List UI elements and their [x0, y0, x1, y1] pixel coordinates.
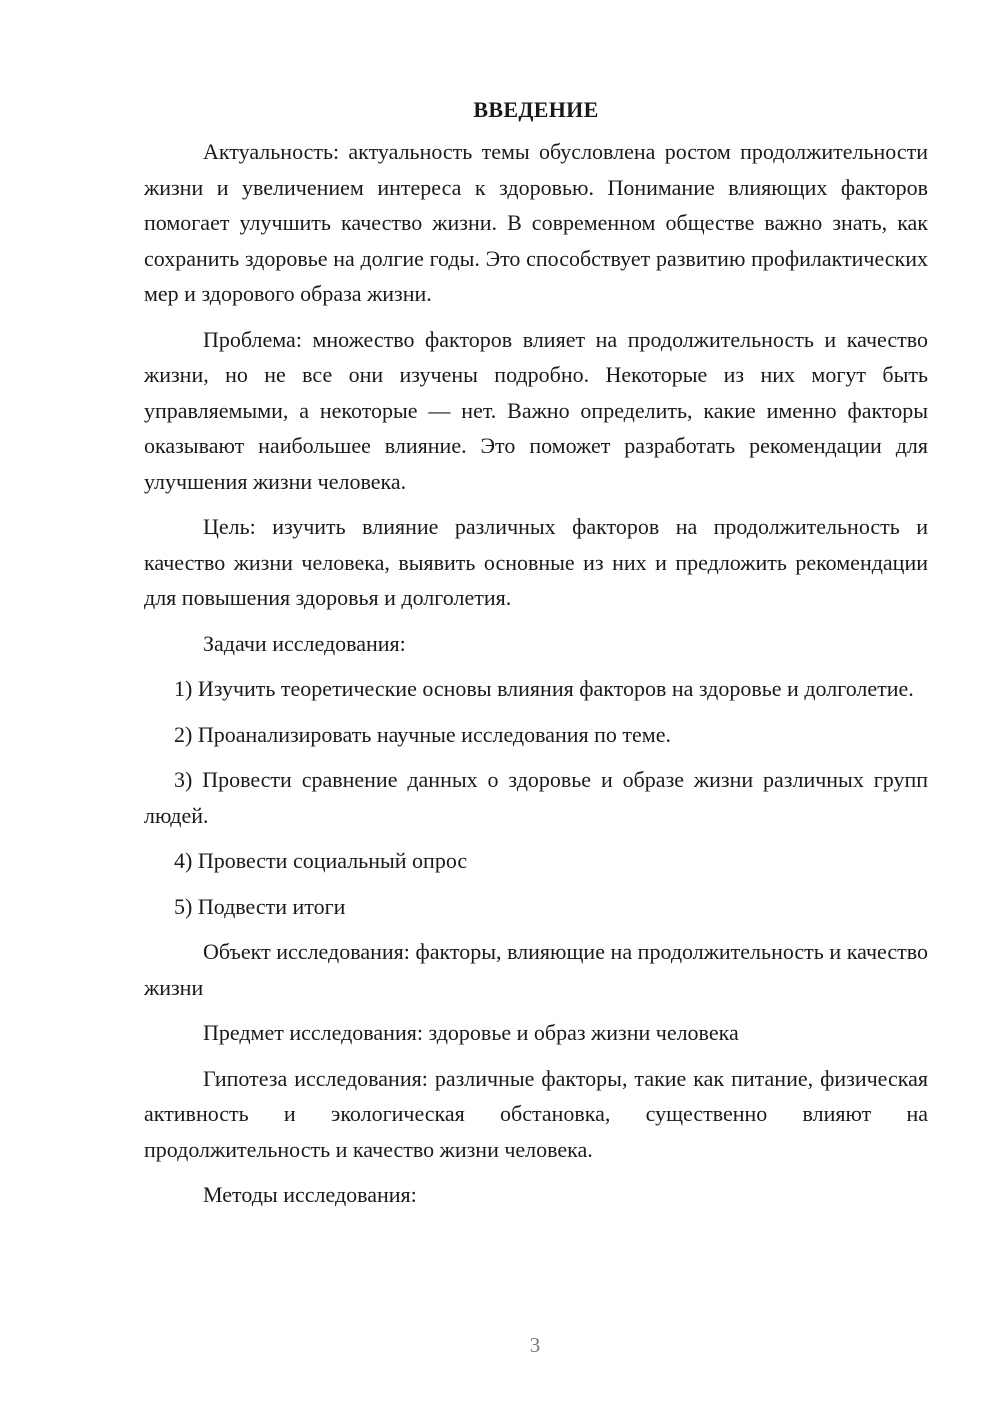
tasks-title: Задачи исследования: — [203, 630, 406, 656]
section-heading: ВВЕДЕНИЕ — [473, 97, 599, 122]
task-item-1: 1) Изучить теоретические основы влияния факторов на здоровье и долголетие. — [174, 676, 914, 701]
subject-paragraph: Предмет исследования: здоровье и образ жизни человека — [203, 1020, 739, 1045]
hypothesis-paragraph: Гипотеза исследования: различные факторы, такие как питание, физическая активность и экологическая обстановка, существенно влияют на продолжительность и качество жизни человека. — [144, 1065, 928, 1162]
task-item-3: 3) Провести сравнение данных о здоровье и образе жизни различных групп людей. — [144, 767, 928, 828]
goal-paragraph: Цель: изучить влияние различных факторов на продолжительность и качество жизни человека, выявить основные из них и предложить рекомендации для повышения здоровья и долголетия. — [144, 514, 928, 610]
object-paragraph: Объект исследования: факторы, влияющие на продолжительность и качество жизни — [144, 939, 928, 1000]
document-page — [144, 96, 928, 1223]
task-item-2: 2) Проанализировать научные исследования по теме. — [174, 721, 671, 747]
page-number: 3 — [529, 1333, 541, 1357]
task-item-5: 5) Подвести итоги — [174, 893, 346, 919]
relevance-paragraph: Актуальность: актуальность темы обусловлена ростом продолжительности жизни и увеличением интереса к здоровью. Понимание влияющих факторов помогает улучшить качество жизни. В современном обществе важно знать, как сохранить здоровье на долгие годы. Это способствует развитию профилактических мер и здорового образа жизни. — [144, 139, 928, 306]
problem-paragraph: Проблема: множество факторов влияет на продолжительность и качество жизни, но не все они изучены подробно. Некоторые из них могут быть управляемыми, а некоторые — нет. Важно определить, какие именно факторы оказывают наибольшее влияние. Это поможет разработать рекомендации для улучшения жизни человека. — [144, 326, 928, 494]
task-item-4: 4) Провести социальный опрос — [174, 848, 468, 873]
methods-title: Методы исследования: — [203, 1182, 417, 1207]
